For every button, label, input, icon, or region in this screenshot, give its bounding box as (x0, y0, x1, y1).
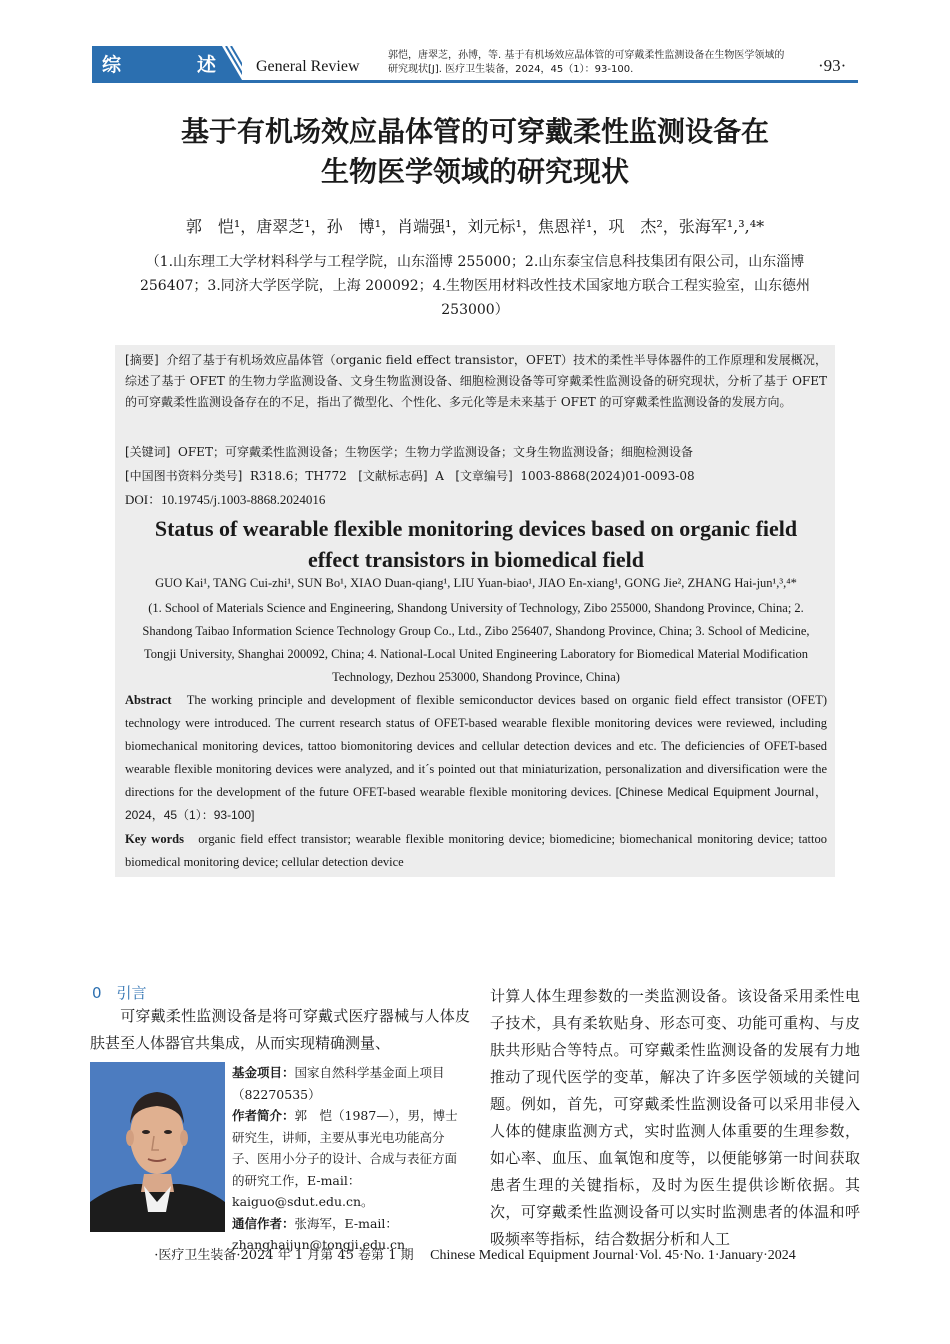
keywords-cn-text: OFET；可穿戴柔性监测设备；生物医学；生物力学监测设备；文身生物监测设备；细胞检测设备 (178, 445, 693, 459)
article-title (90, 112, 860, 192)
english-title-line1: Status of wearable flexible monitoring devices based on organic field (154, 516, 798, 541)
section-tag-left: 综 (102, 53, 122, 76)
clc-value: R318.6；TH772 (250, 469, 347, 483)
english-abstract (125, 689, 827, 827)
keywords-cn-label: [关键词] (125, 445, 171, 459)
doc-code-label: [文献标志码] (358, 469, 428, 483)
header-citation (388, 49, 818, 77)
page-footer (90, 1244, 860, 1264)
abstract-cn-label: [摘要] (125, 353, 159, 367)
article-title-line2: 生物医学领域的研究现状 (320, 155, 629, 188)
abstract-cn (125, 350, 827, 413)
english-abstract-text: The working principle and development of flexible semiconductor devices based on organic field effect transistor (OFET) technology were introduced. The current research status of OFET-based wearable flexible monitoring devices were reviewed, including biomechanical monitoring devices, tattoo biomonitoring devices and cellular detection devices and etc. The deficiencies of OFET-based wearable flexible monitoring devices were analyzed, and it´s pointed out that miniaturization, personalization and diversification were the directions for the development of the future OFET-based wearable flexible monitoring devices. (125, 693, 827, 799)
english-keywords-label: Key words (125, 832, 184, 846)
english-keywords-text: organic field effect transistor; wearable flexible monitoring device; biomedicine; biomechanical monitoring device; tattoo biomedical monitoring device; cellular detection device (125, 832, 828, 869)
funding-label: 基金项目： (232, 1065, 295, 1080)
funding-note (232, 1062, 468, 1105)
body-paragraph-left-text: 可穿戴柔性监测设备是将可穿戴式医疗器械与人体皮肤甚至人体器官共集成，从而实现精确测量、 (90, 1007, 470, 1052)
keywords-cn (125, 442, 827, 463)
header-citation-line1: 郭恺，唐翠芝，孙博，等. 基于有机场效应晶体管的可穿戴柔性监测设备在生物医学领域的 (388, 50, 785, 61)
header-citation-line2: 研究现状[J]. 医疗卫生装备，2024，45（1）：93-100. (388, 64, 634, 75)
article-title-line1: 基于有机场效应晶体管的可穿戴柔性监测设备在 (180, 115, 769, 148)
header-rule (92, 80, 858, 83)
author-photo (90, 1062, 225, 1232)
footer-en: Chinese Medical Equipment Journal·Vol. 45·No. 1·January·2024 (430, 1248, 796, 1263)
author-list-cn: 郭 恺¹，唐翠芝¹，孙 博¹，肖端强¹，刘元标¹，焦恩祥¹，巩 杰²，张海军¹,³,⁴* (185, 217, 765, 236)
body-paragraph-left (90, 1003, 470, 1057)
doi[interactable]: DOI：10.19745/j.1003-8868.2024016 (125, 492, 326, 507)
english-keywords (125, 828, 827, 874)
author-bio-text: 郭 恺（1987—），男，博士研究生，讲师，主要从事光电功能高分子、医用小分子的设计、合成与表征方面的研究工作，E-mail：kaiguo@sdut.edu.cn。 (232, 1108, 458, 1209)
english-abstract-label: Abstract (125, 693, 172, 707)
section-name: General Review (256, 58, 360, 75)
doc-code-value: A (435, 469, 444, 483)
english-abstract-citation: [Chinese Medical Equipment Journal，2024，45（1）：93-100] (125, 785, 827, 822)
classification-line (125, 466, 827, 487)
abstract-cn-text: 介绍了基于有机场效应晶体管（organic field effect transistor，OFET）技术的柔性半导体器件的工作原理和发展概况，综述了基于 OFET 的生物力学监测设备、文身生物监测设备、细胞检测设备等可穿戴柔性监测设备的研究现状，分析了基于 OFET 的可穿戴柔性监测设备存在的不足，指出了微型化、个性化、多元化等是未来基于 OFET 的可穿戴柔性监测设备的发展方向。 (125, 353, 827, 409)
article-number-value: 1003-8868(2024)01-0093-08 (520, 469, 695, 483)
english-title (125, 513, 827, 575)
english-affiliations: (1. School of Materials Science and Engineering, Shandong University of Technology, Zibo 255000, Shandong Province, China; 2. Shandong Taibao Information Science Technology Group Co., Ltd., Zibo 256407, Shandong Province, China; 3. School of Medicine, Tongji University, Shanghai 200092, China; 4. National-Local United Engineering Laboratory for Biomedical Material Modification Technology, Dezhou 253000, Shandong Province, China) (142, 601, 810, 684)
footnote-block (232, 1062, 468, 1256)
page-number: ·93· (818, 56, 847, 75)
footer-cn: ·医疗卫生装备·2024 年 1 月第 45 卷第 1 期 (154, 1248, 414, 1263)
english-authors: GUO Kai¹, TANG Cui-zhi¹, SUN Bo¹, XIAO Duan-qiang¹, LIU Yuan-biao¹, JIAO En-xiang¹, GONG Jie², ZHANG Hai-jun¹,³,⁴* (155, 576, 797, 590)
corresponding-text: 张海军，E-mail：zhanghaijun@tongji.edu.cn (232, 1215, 406, 1252)
body-paragraph-right: 计算人体生理参数的一类监测设备。该设备采用柔性电子技术，具有柔软贴身、形态可变、功能可重构、与皮肤共形贴合等特点。可穿戴柔性监测设备的发展有力地推动了现代医学的变革，解决了许多医学领域的关键问题。例如，首先，可穿戴柔性监测设备可以采用非侵入人体的健康监测方式，实时监测人体重要的生理参数，如心率、血压、血氧饱和度等，以便能够第一时间获取患者生理的关键指标，及时为医生提供诊断依据。其次，可穿戴柔性监测设备可以实时监测患者的体温和呼吸频率等指标，结合数据分析和人工 (490, 987, 860, 1248)
english-title-line2: effect transistors in biomedical field (307, 547, 645, 572)
author-bio (232, 1105, 468, 1213)
section-heading: 0 引言 (92, 984, 147, 1002)
author-bio-label: 作者简介： (232, 1108, 295, 1123)
corresponding-label: 通信作者： (232, 1215, 295, 1231)
section-tag-right: 述 (196, 53, 216, 76)
section-tag (96, 48, 222, 78)
affiliations-cn: （1.山东理工大学材料科学与工程学院，山东淄博 255000；2.山东泰宝信息科技集团有限公司，山东淄博 256407；3.同济大学医学院，上海 200092；4.生物医用材料改性技术国家地方联合工程实验室，山东德州 253000） (139, 254, 811, 318)
funding-text: 国家自然科学基金面上项目（82270535） (232, 1065, 445, 1102)
clc-label: [中国图书资料分类号] (125, 469, 243, 483)
article-number-label: [文章编号] (455, 469, 513, 483)
